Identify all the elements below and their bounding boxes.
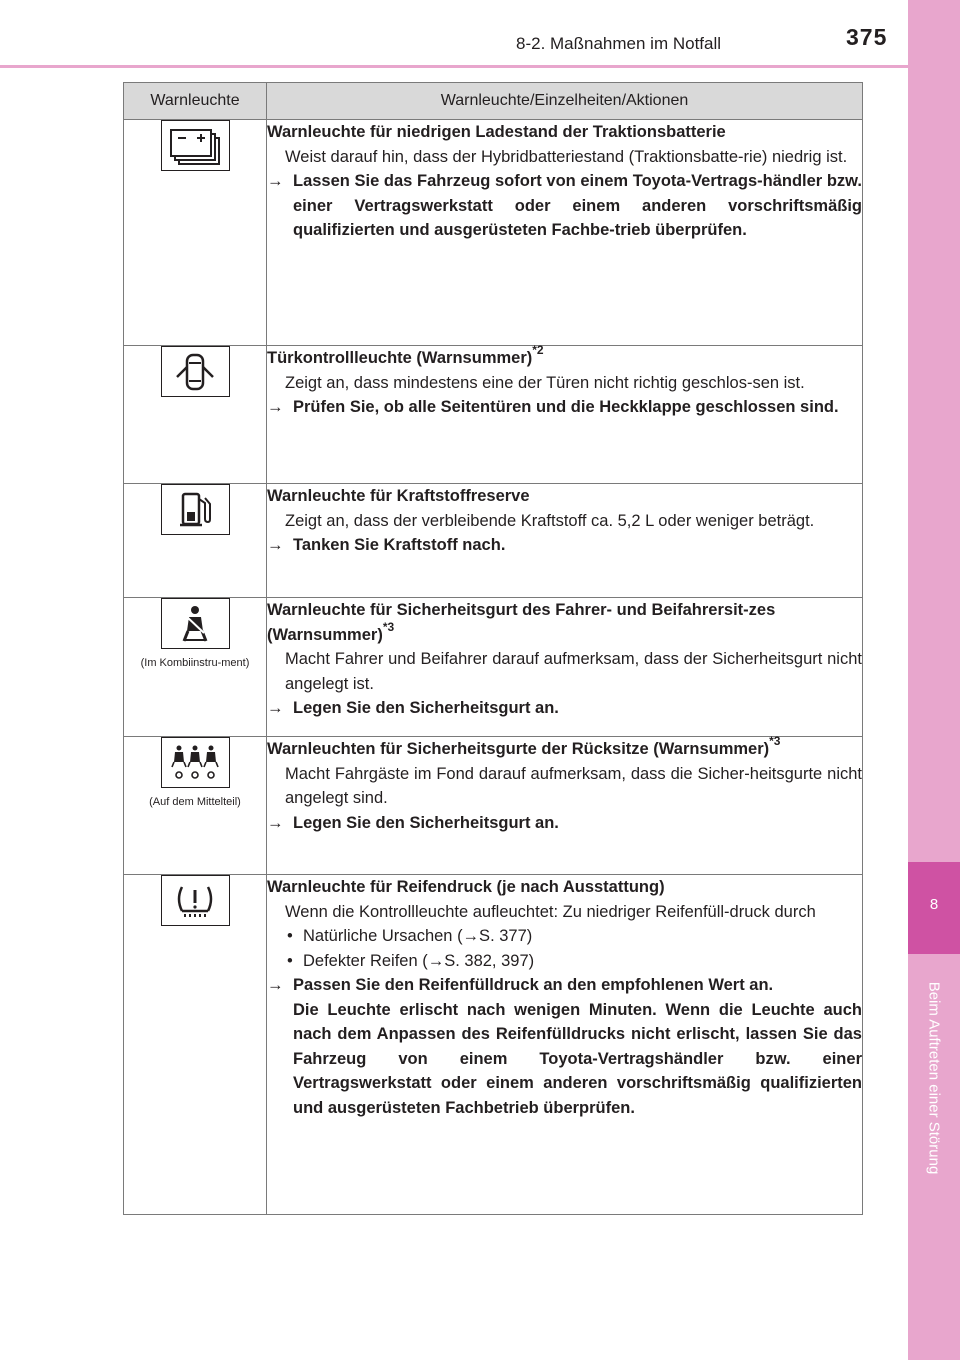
warning-title-text: Warnleuchten für Sicherheitsgurte der Rücksitze (Warnsummer) [267, 740, 770, 758]
warning-title-text: Türkontrollleuchte (Warnsummer) [267, 349, 533, 367]
warning-title [267, 598, 862, 647]
icon-caption: (Im Kombiinstru-ment) [140, 657, 250, 669]
page-number: 375 [846, 24, 888, 50]
icon-caption: (Auf dem Mittelteil) [149, 796, 241, 808]
details-cell [267, 598, 863, 737]
warning-description: Macht Fahrer und Beifahrer darauf aufmerksam, dass der Sicherheitsgurt nicht angelegt ist. [285, 650, 862, 693]
footnote-marker: *3 [382, 619, 395, 634]
bullet-icon: • [287, 951, 293, 970]
cause-text: Natürliche Ursachen (→S. 377) [303, 927, 533, 945]
warning-description: Macht Fahrgäste im Fond darauf aufmerksam, dass die Sicher-heitsgurte nicht angelegt sind. [285, 764, 862, 807]
action-text: Passen Sie den Reifenfülldruck an den empfohlenen Wert an. [293, 976, 774, 994]
table-row [124, 120, 863, 346]
details-cell [267, 484, 863, 598]
warning-action [267, 811, 862, 836]
warning-description: Zeigt an, dass mindestens eine der Türen nicht richtig geschlos-sen ist. [285, 373, 805, 392]
table-row [124, 598, 863, 737]
traction-battery-icon [161, 120, 230, 171]
icon-cell [124, 598, 267, 737]
warning-light-table [123, 82, 863, 1215]
warning-title: Warnleuchte für Kraftstoffreserve [267, 487, 530, 505]
warning-action [267, 533, 862, 558]
arrow-icon: → [267, 699, 284, 717]
action-text: Legen Sie den Sicherheitsgurt an. [293, 699, 559, 717]
chapter-title: Beim Auftreten einer Störung [925, 981, 943, 1175]
icon-cell [124, 346, 267, 484]
cause-list-item [267, 949, 862, 974]
warning-title [267, 734, 862, 762]
details-cell [267, 875, 863, 1215]
warning-title-text: Warnleuchte für Sicherheitsgurt des Fahrer- und Beifahrersit-zes (Warnsummer) [267, 601, 776, 644]
fuel-pump-icon [161, 484, 230, 535]
table-row [124, 346, 863, 484]
warning-action [267, 169, 862, 243]
icon-cell [124, 484, 267, 598]
footnote-marker: *2 [532, 343, 544, 357]
details-cell [267, 343, 863, 484]
arrow-icon: → [267, 398, 284, 416]
details-cell [267, 120, 863, 346]
column-header-warning-light: Warnleuchte [124, 83, 267, 120]
table-row [124, 737, 863, 875]
tire-pressure-icon [161, 875, 230, 926]
action-text: Legen Sie den Sicherheitsgurt an. [293, 813, 559, 832]
table-row [124, 875, 863, 1215]
warning-title: Warnleuchte für Reifendruck (je nach Ausstattung) [267, 878, 665, 896]
cause-list-item [267, 924, 862, 949]
column-header-details: Warnleuchte/Einzelheiten/Aktionen [267, 83, 863, 120]
warning-action [267, 973, 862, 1120]
warning-action [267, 696, 862, 721]
warning-description: Wenn die Kontrollleuchte aufleuchtet: Zu niedriger Reifenfüll-druck durch [285, 902, 816, 921]
footnote-marker: *3 [769, 734, 781, 748]
icon-cell [124, 737, 267, 875]
icon-cell [124, 120, 267, 346]
action-text: Lassen Sie das Fahrzeug sofort von einem Toyota-Vertrags-händler bzw. einer Vertragswerkstatt oder einem anderen vorschriftsmäßig qualifizierten und ausgerüsteten Fachbe-trieb überprüfen. [293, 172, 862, 239]
arrow-icon: → [267, 172, 284, 190]
action-text: Prüfen Sie, ob alle Seitentüren und die Heckklappe geschlossen sind. [293, 398, 839, 416]
arrow-icon: → [267, 976, 284, 994]
warning-action [267, 395, 862, 420]
warning-title [267, 343, 862, 371]
warning-title: Warnleuchte für niedrigen Ladestand der Traktionsbatterie [267, 123, 726, 141]
details-cell [267, 734, 863, 875]
rear-seatbelt-icon [161, 737, 230, 788]
table-row [124, 484, 863, 598]
warning-description: Weist darauf hin, dass der Hybridbatteriestand (Traktionsbatte-rie) niedrig ist. [285, 147, 848, 166]
action-note: Die Leuchte erlischt nach wenigen Minuten. Wenn die Leuchte auch nach dem Anpassen des Reifenfülldrucks nicht erlischt, lassen Sie das Fahrzeug von einem Toyota-Vertragshändler bzw. einer Vertragswerkstatt oder einem anderen vorschriftsmäßig qualifizierten und ausgerüsteten Fachbetrieb überprüfen. [293, 1000, 862, 1117]
icon-cell [124, 875, 267, 1215]
seatbelt-icon [161, 598, 230, 649]
cause-text: Defekter Reifen (→S. 382, 397) [303, 951, 535, 970]
bullet-icon: • [287, 927, 293, 945]
chapter-number: 8 [929, 896, 939, 913]
chapter-side-tab [908, 0, 960, 1360]
door-open-icon [161, 346, 230, 397]
arrow-icon: → [267, 813, 284, 832]
action-body [293, 973, 862, 1120]
header-divider [0, 65, 908, 68]
action-text: Tanken Sie Kraftstoff nach. [293, 536, 506, 554]
warning-description: Zeigt an, dass der verbleibende Kraftstoff ca. 5,2 L oder weniger beträgt. [285, 511, 815, 530]
table-header-row [124, 83, 863, 120]
section-title: 8-2. Maßnahmen im Notfall [516, 34, 722, 53]
arrow-icon: → [267, 536, 284, 554]
